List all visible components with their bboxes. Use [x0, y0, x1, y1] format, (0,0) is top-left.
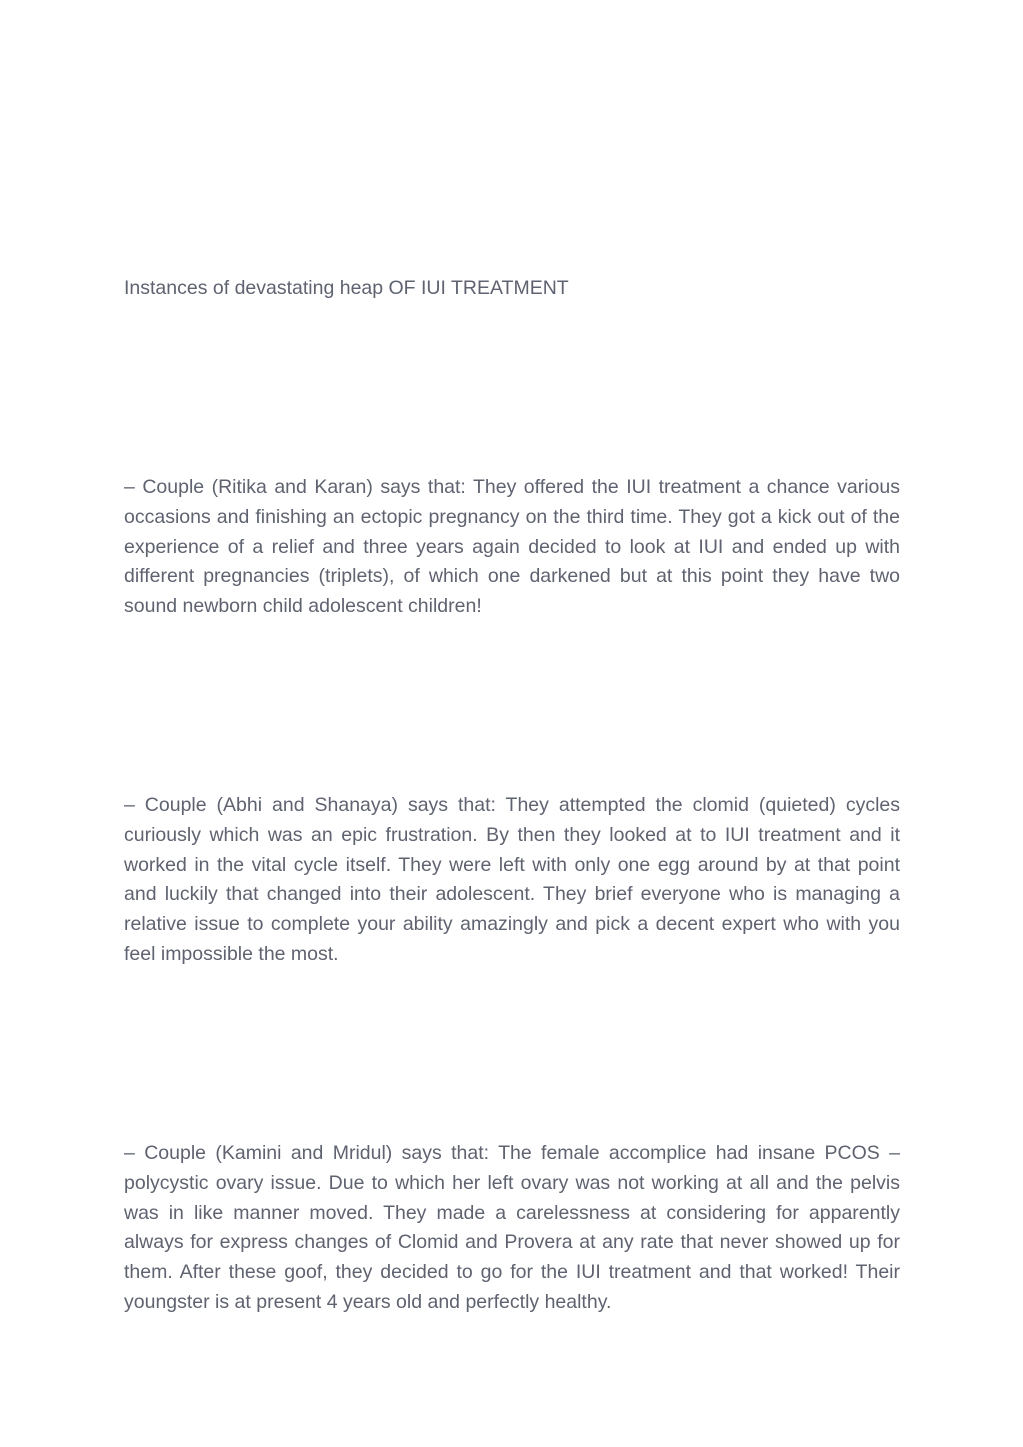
- document-heading: Instances of devastating heap OF IUI TREATMENT: [124, 277, 569, 299]
- testimonial-kamini-mridul: – Couple (Kamini and Mridul) says that: The female accomplice had insane PCOS – polycystic ovary issue. Due to which her left ovary was not working at all and the pelvis was in like manner moved. They made a carelessness at considering for apparently always for express changes of Clomid and Provera at any rate that never showed up for them. After these goof, they decided to go for the IUI treatment and that worked! Their youngster is at present 4 years old and perfectly healthy.: [124, 1142, 900, 1313]
- testimonial-ritika-karan: – Couple (Ritika and Karan) says that: They offered the IUI treatment a chance various occasions and finishing an ectopic pregnancy on the third time. They got a kick out of the experience of a relief and three years again decided to look at IUI and ended up with different pregnancies (triplets), of which one darkened but at this point they have two sound newborn child adolescent children!: [124, 476, 900, 618]
- testimonial-abhi-shanaya: – Couple (Abhi and Shanaya) says that: They attempted the clomid (quieted) cycles curiously which was an epic frustration. By then they looked at to IUI treatment and it worked in the vital cycle itself. They were left with only one egg around by at that point and luckily that changed into their adolescent. They brief everyone who is managing a relative issue to complete your ability amazingly and pick a decent expert who with you feel impossible the most.: [124, 794, 900, 965]
